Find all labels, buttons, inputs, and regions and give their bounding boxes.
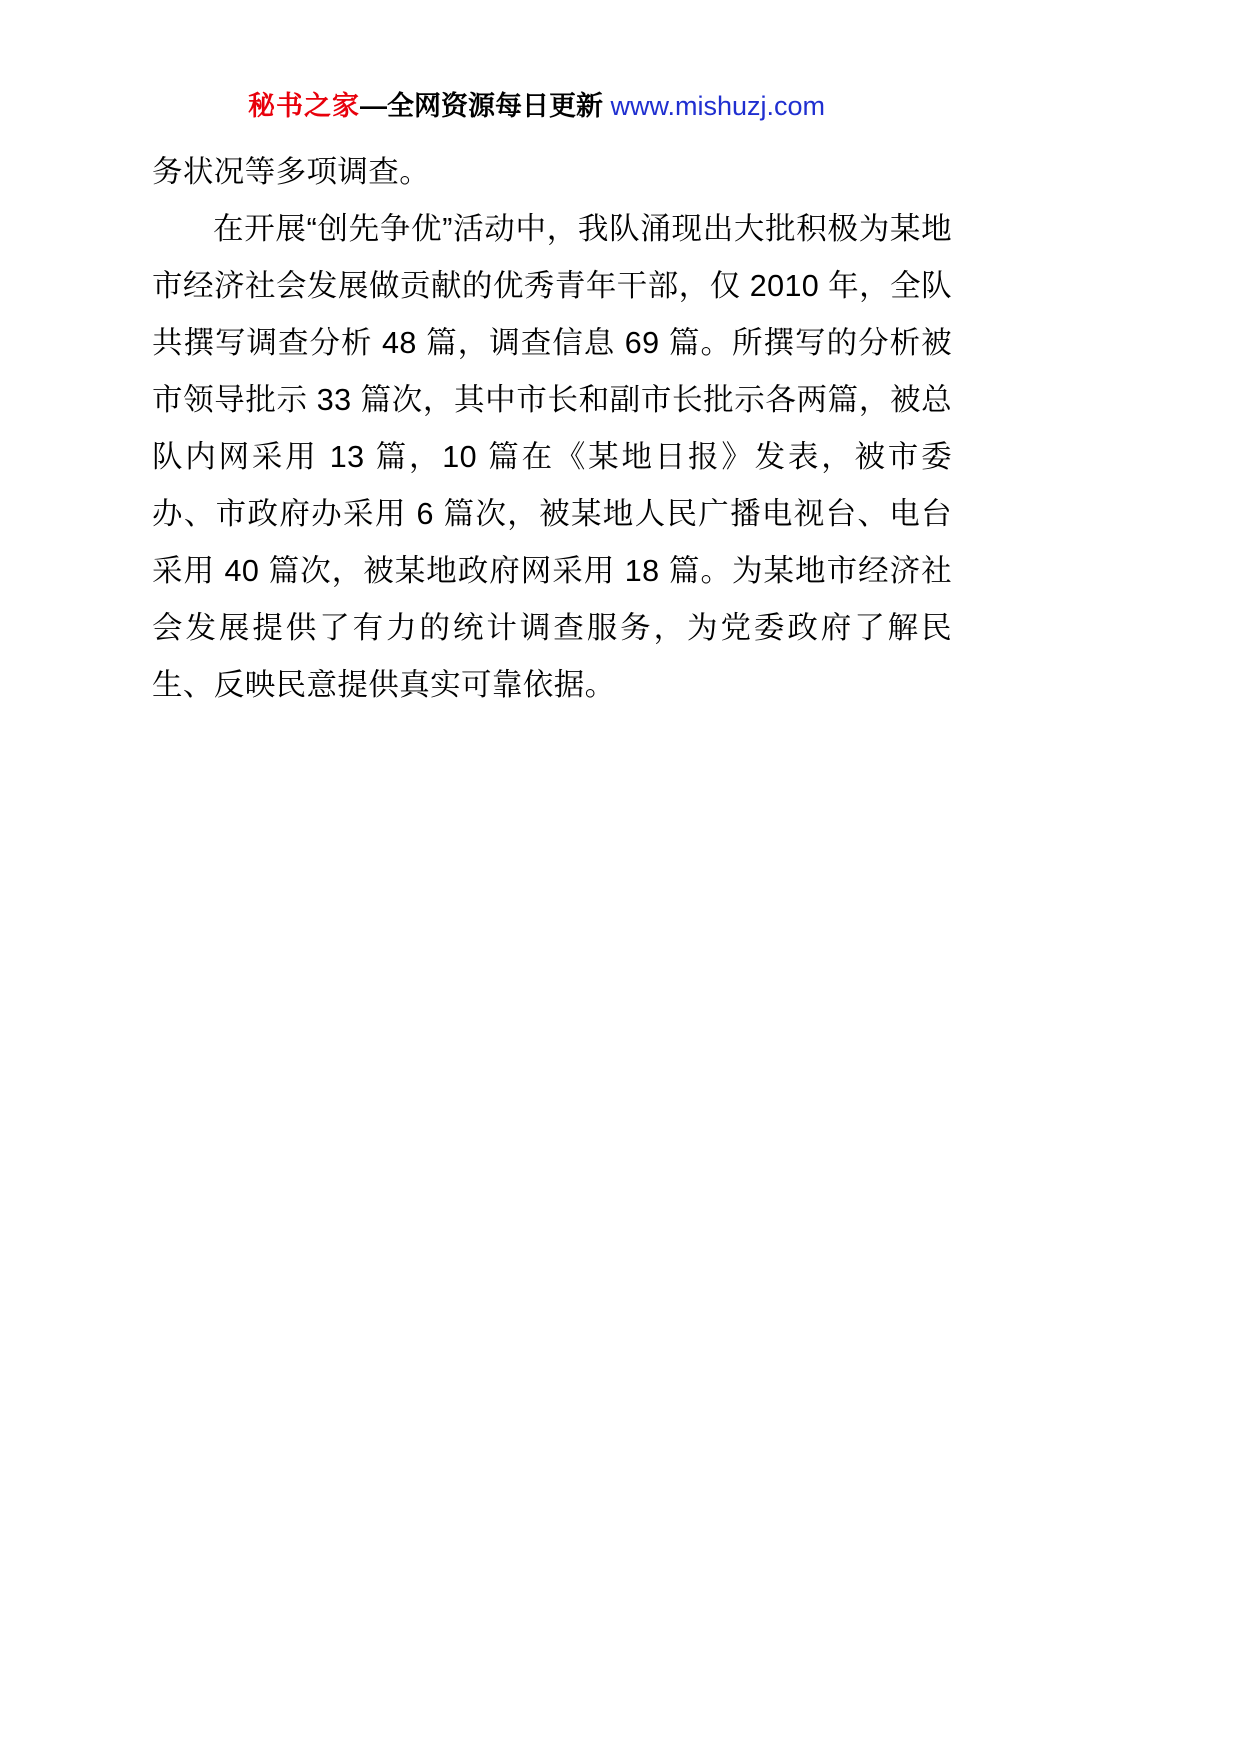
paragraph-main: 在开展“创先争优”活动中，我队涌现出大批积极为某地市经济社会发展做贡献的优秀青年干部，仅 2010 年，全队共撰写调查分析 48 篇，调查信息 69 篇。所撰写的分析被市领导批示 33 篇次，其中市长和副市长批示各两篇，被总队内网采用 13 篇，10 篇在《某地日报》发表，被市委办、市政府办采用 6 篇次，被某地人民广播电视台、电台采用 40 篇次，被某地政府网采用 18 篇。为某地市经济社会发展提供了有力的统计调查服务，为党委政府了解民生、反映民意提供真实可靠依据。 [152, 212, 952, 702]
document-body [152, 144, 952, 714]
site-brand-name: 秘书之家 [248, 91, 360, 121]
paragraph-continuation: 务状况等多项调查。 [152, 155, 431, 189]
site-url-link[interactable]: www.mishuzj.com [610, 91, 826, 121]
site-tagline: —全网资源每日更新 [360, 91, 611, 121]
site-watermark-header [248, 88, 1008, 124]
